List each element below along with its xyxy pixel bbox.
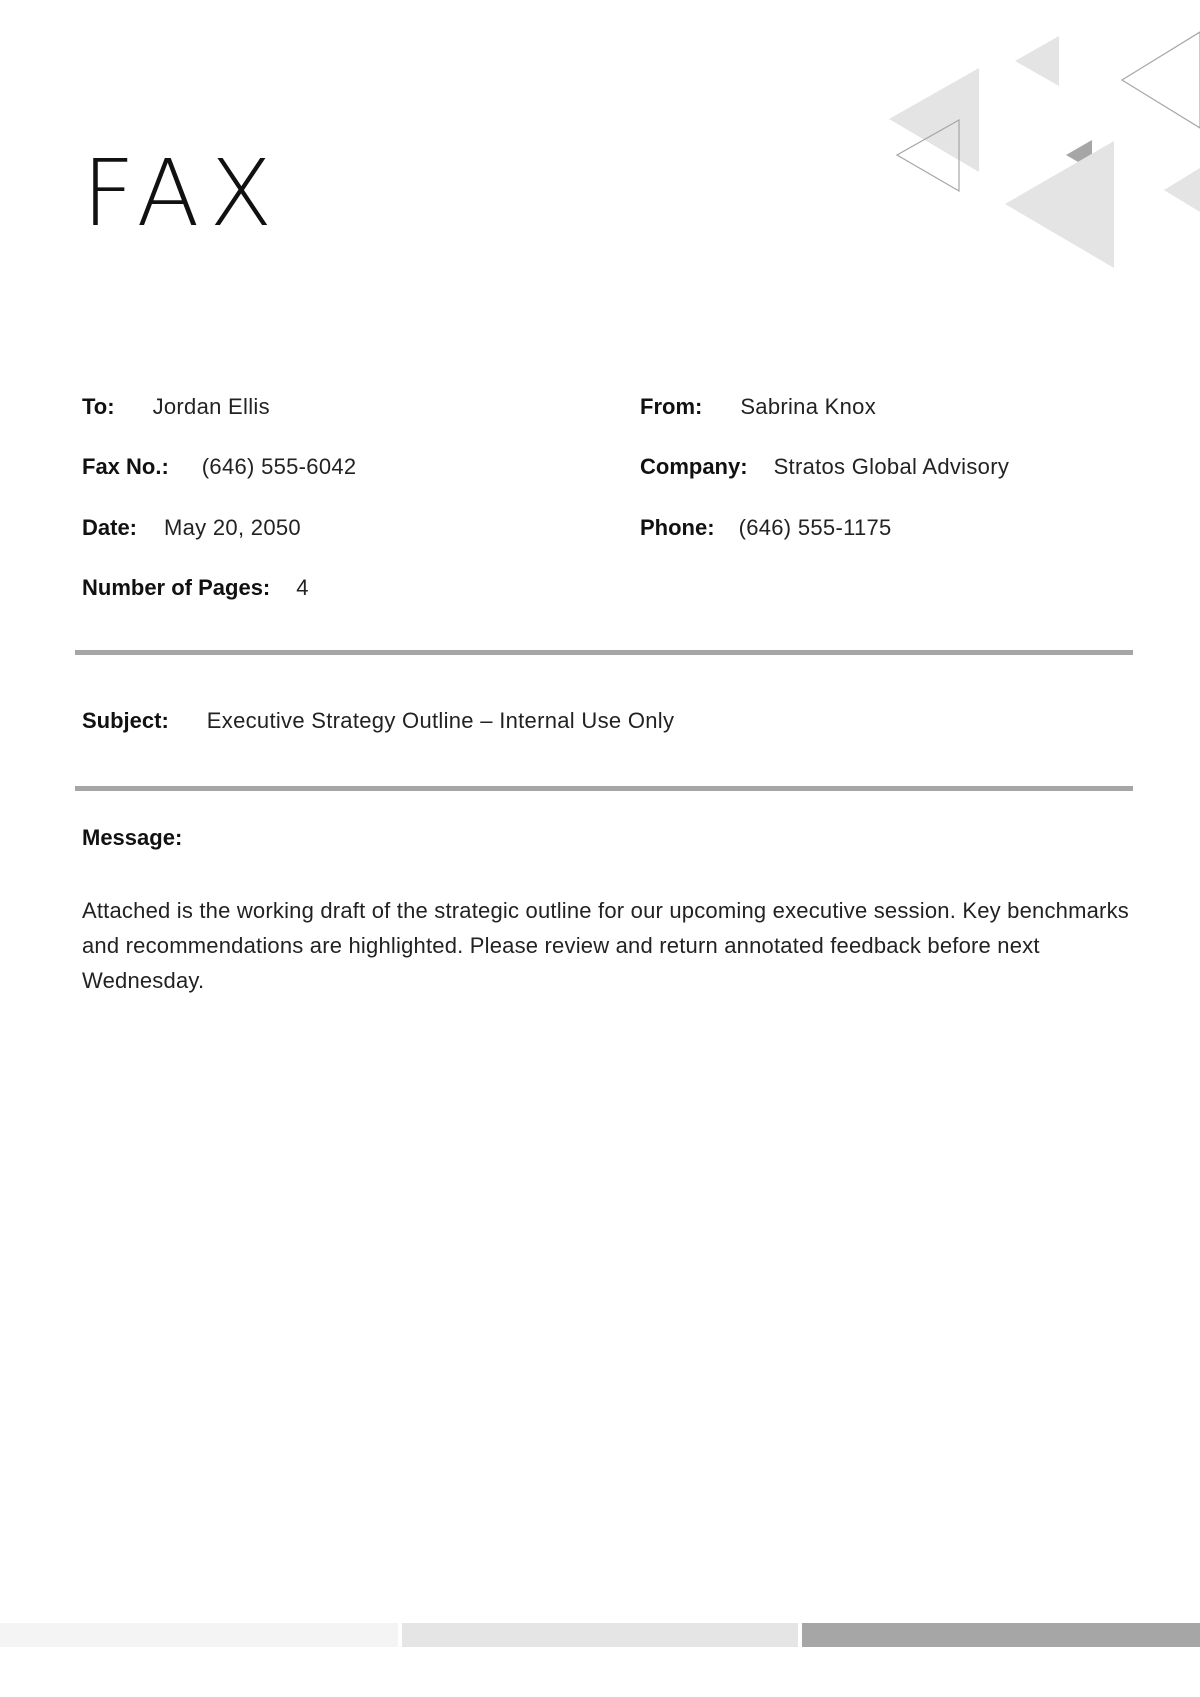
page-title: FAX [82,140,283,247]
fax-number-value: (646) 555-6042 [201,454,357,479]
from-field [640,393,876,421]
triangle-outline-right [1122,32,1200,128]
company-field [640,453,1009,481]
triangle-decoration [860,0,1200,290]
footer-bar-mid [402,1623,798,1647]
to-field [82,393,270,421]
date-field [82,514,301,542]
divider-top [75,650,1133,655]
message-label: Message: [82,825,183,850]
subject-field [82,707,674,735]
subject-value: Executive Strategy Outline – Internal Use Only [206,708,675,733]
from-label: From: [640,394,703,419]
fax-number-label: Fax No.: [82,454,169,479]
triangle-large-center [1005,141,1114,268]
date-label: Date: [82,515,138,540]
company-value: Stratos Global Advisory [773,454,1010,479]
date-value: May 20, 2050 [164,515,301,540]
from-value: Sabrina Knox [740,394,877,419]
company-label: Company: [640,454,748,479]
triangle-large-left [889,68,979,172]
triangle-small-top [1015,36,1059,86]
message-body: Attached is the working draft of the strategic outline for our upcoming executive session. Key benchmarks and recommendations are highlighted. Please review and return annotated feedback before next Wednesday. [82,898,1129,993]
number-of-pages-value: 4 [296,575,309,600]
to-label: To: [82,394,115,419]
fax-number-field [82,453,356,481]
phone-label: Phone: [640,515,715,540]
footer-bar-light [0,1623,398,1647]
subject-label: Subject: [82,708,169,733]
divider-bottom [75,786,1133,791]
triangle-edge-right [1164,168,1200,212]
to-value: Jordan Ellis [152,394,270,419]
phone-value: (646) 555-1175 [738,515,892,540]
footer-bar-dark [802,1623,1200,1647]
number-of-pages-field [82,574,309,602]
number-of-pages-label: Number of Pages: [82,575,271,600]
phone-field [640,514,892,542]
